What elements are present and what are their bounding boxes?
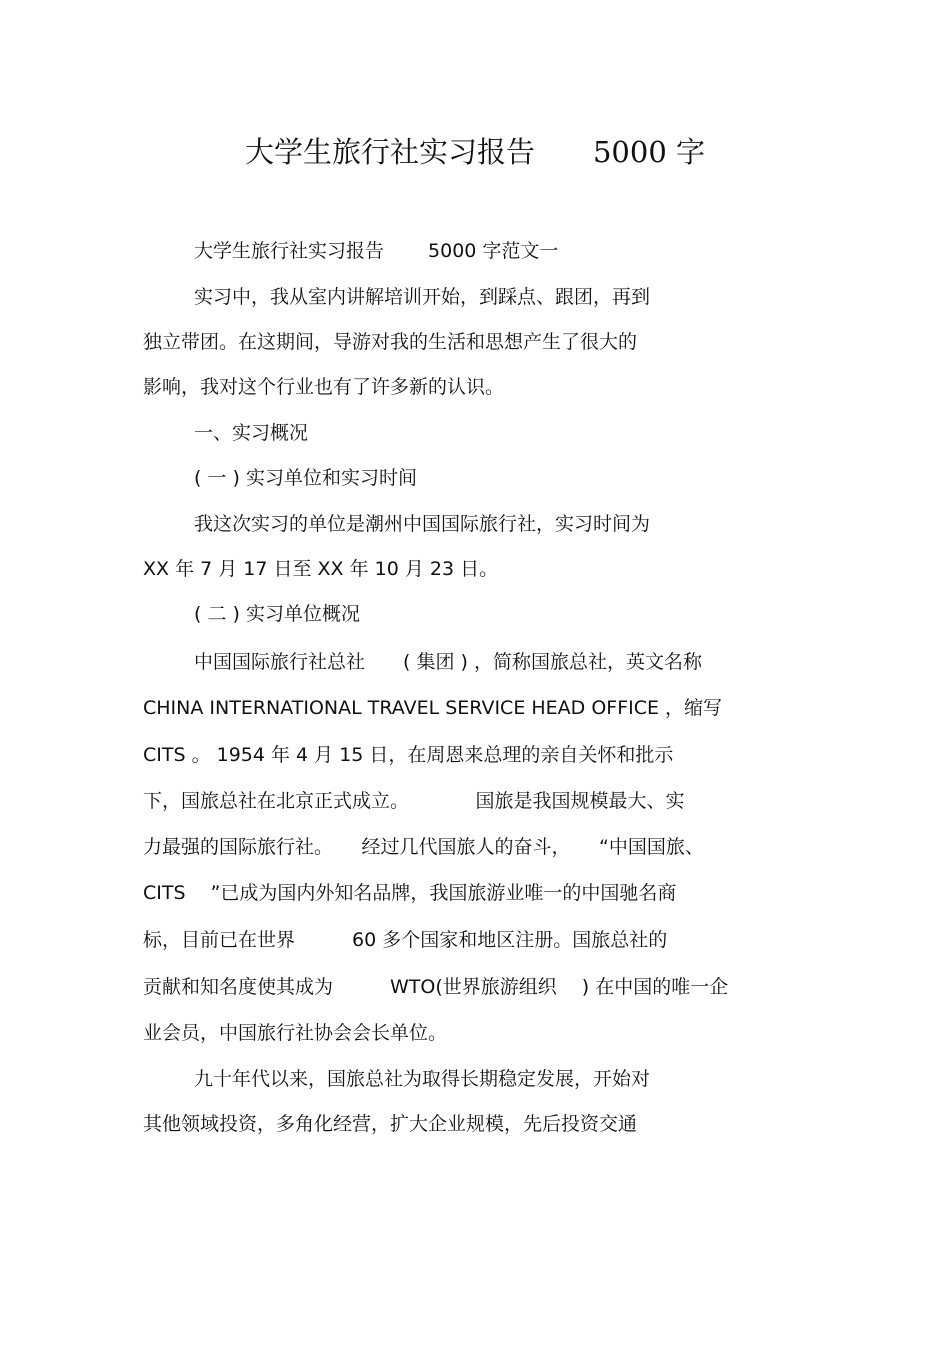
section-heading: 一、实习概况 [194, 422, 309, 444]
paragraph-line: 影响，我对这个行业也有了许多新的认识。 [143, 376, 505, 398]
document-title: 大学生旅行社实习报告 5000 字 [244, 135, 706, 169]
subsection-heading: ( 一 ) 实习单位和实习时间 [194, 467, 417, 489]
paragraph-line: 我这次实习的单位是潮州中国国际旅行社，实习时间为 [194, 513, 651, 535]
paragraph-line: 下，国旅总社在北京正式成立。 国旅是我国规模最大、实 [143, 790, 685, 812]
paragraph-line: 独立带团。在这期间，导游对我的生活和思想产生了很大的 [143, 331, 638, 353]
subsection-heading: ( 二 ) 实习单位概况 [194, 603, 360, 625]
paragraph-line: 标，目前已在世界 60 多个国家和地区注册。国旅总社的 [143, 929, 668, 951]
paragraph-line: XX 年 7 月 17 日至 XX 年 10 月 23 日。 [143, 558, 499, 580]
paragraph-line: 力最强的国际旅行社。 经过几代国旅人的奋斗， “中国国旅、 [143, 836, 704, 858]
paragraph-line: CHINA INTERNATIONAL TRAVEL SERVICE HEAD OFFICE ，缩写 [143, 697, 723, 719]
paragraph-line: CITS ”已成为国内外知名品牌，我国旅游业唯一的中国驰名商 [143, 882, 677, 904]
paragraph-line: 九十年代以来，国旅总社为取得长期稳定发展，开始对 [194, 1068, 651, 1090]
paragraph-line: 实习中，我从室内讲解培训开始，到踩点、跟团，再到 [194, 286, 651, 308]
paragraph-line: 中国国际旅行社总社 ( 集团 ) ，简称国旅总社，英文名称 [194, 651, 702, 673]
paragraph-line: 其他领域投资，多角化经营，扩大企业规模，先后投资交通 [143, 1113, 638, 1135]
subtitle-line: 大学生旅行社实习报告 5000 字范文一 [194, 240, 559, 262]
paragraph-line: 贡献和知名度使其成为 WTO(世界旅游组织 ) 在中国的唯一企 [143, 976, 729, 998]
paragraph-line: CITS 。 1954 年 4 月 15 日，在周恩来总理的亲自关怀和批示 [143, 744, 674, 766]
paragraph-line: 业会员，中国旅行社协会会长单位。 [143, 1022, 448, 1044]
